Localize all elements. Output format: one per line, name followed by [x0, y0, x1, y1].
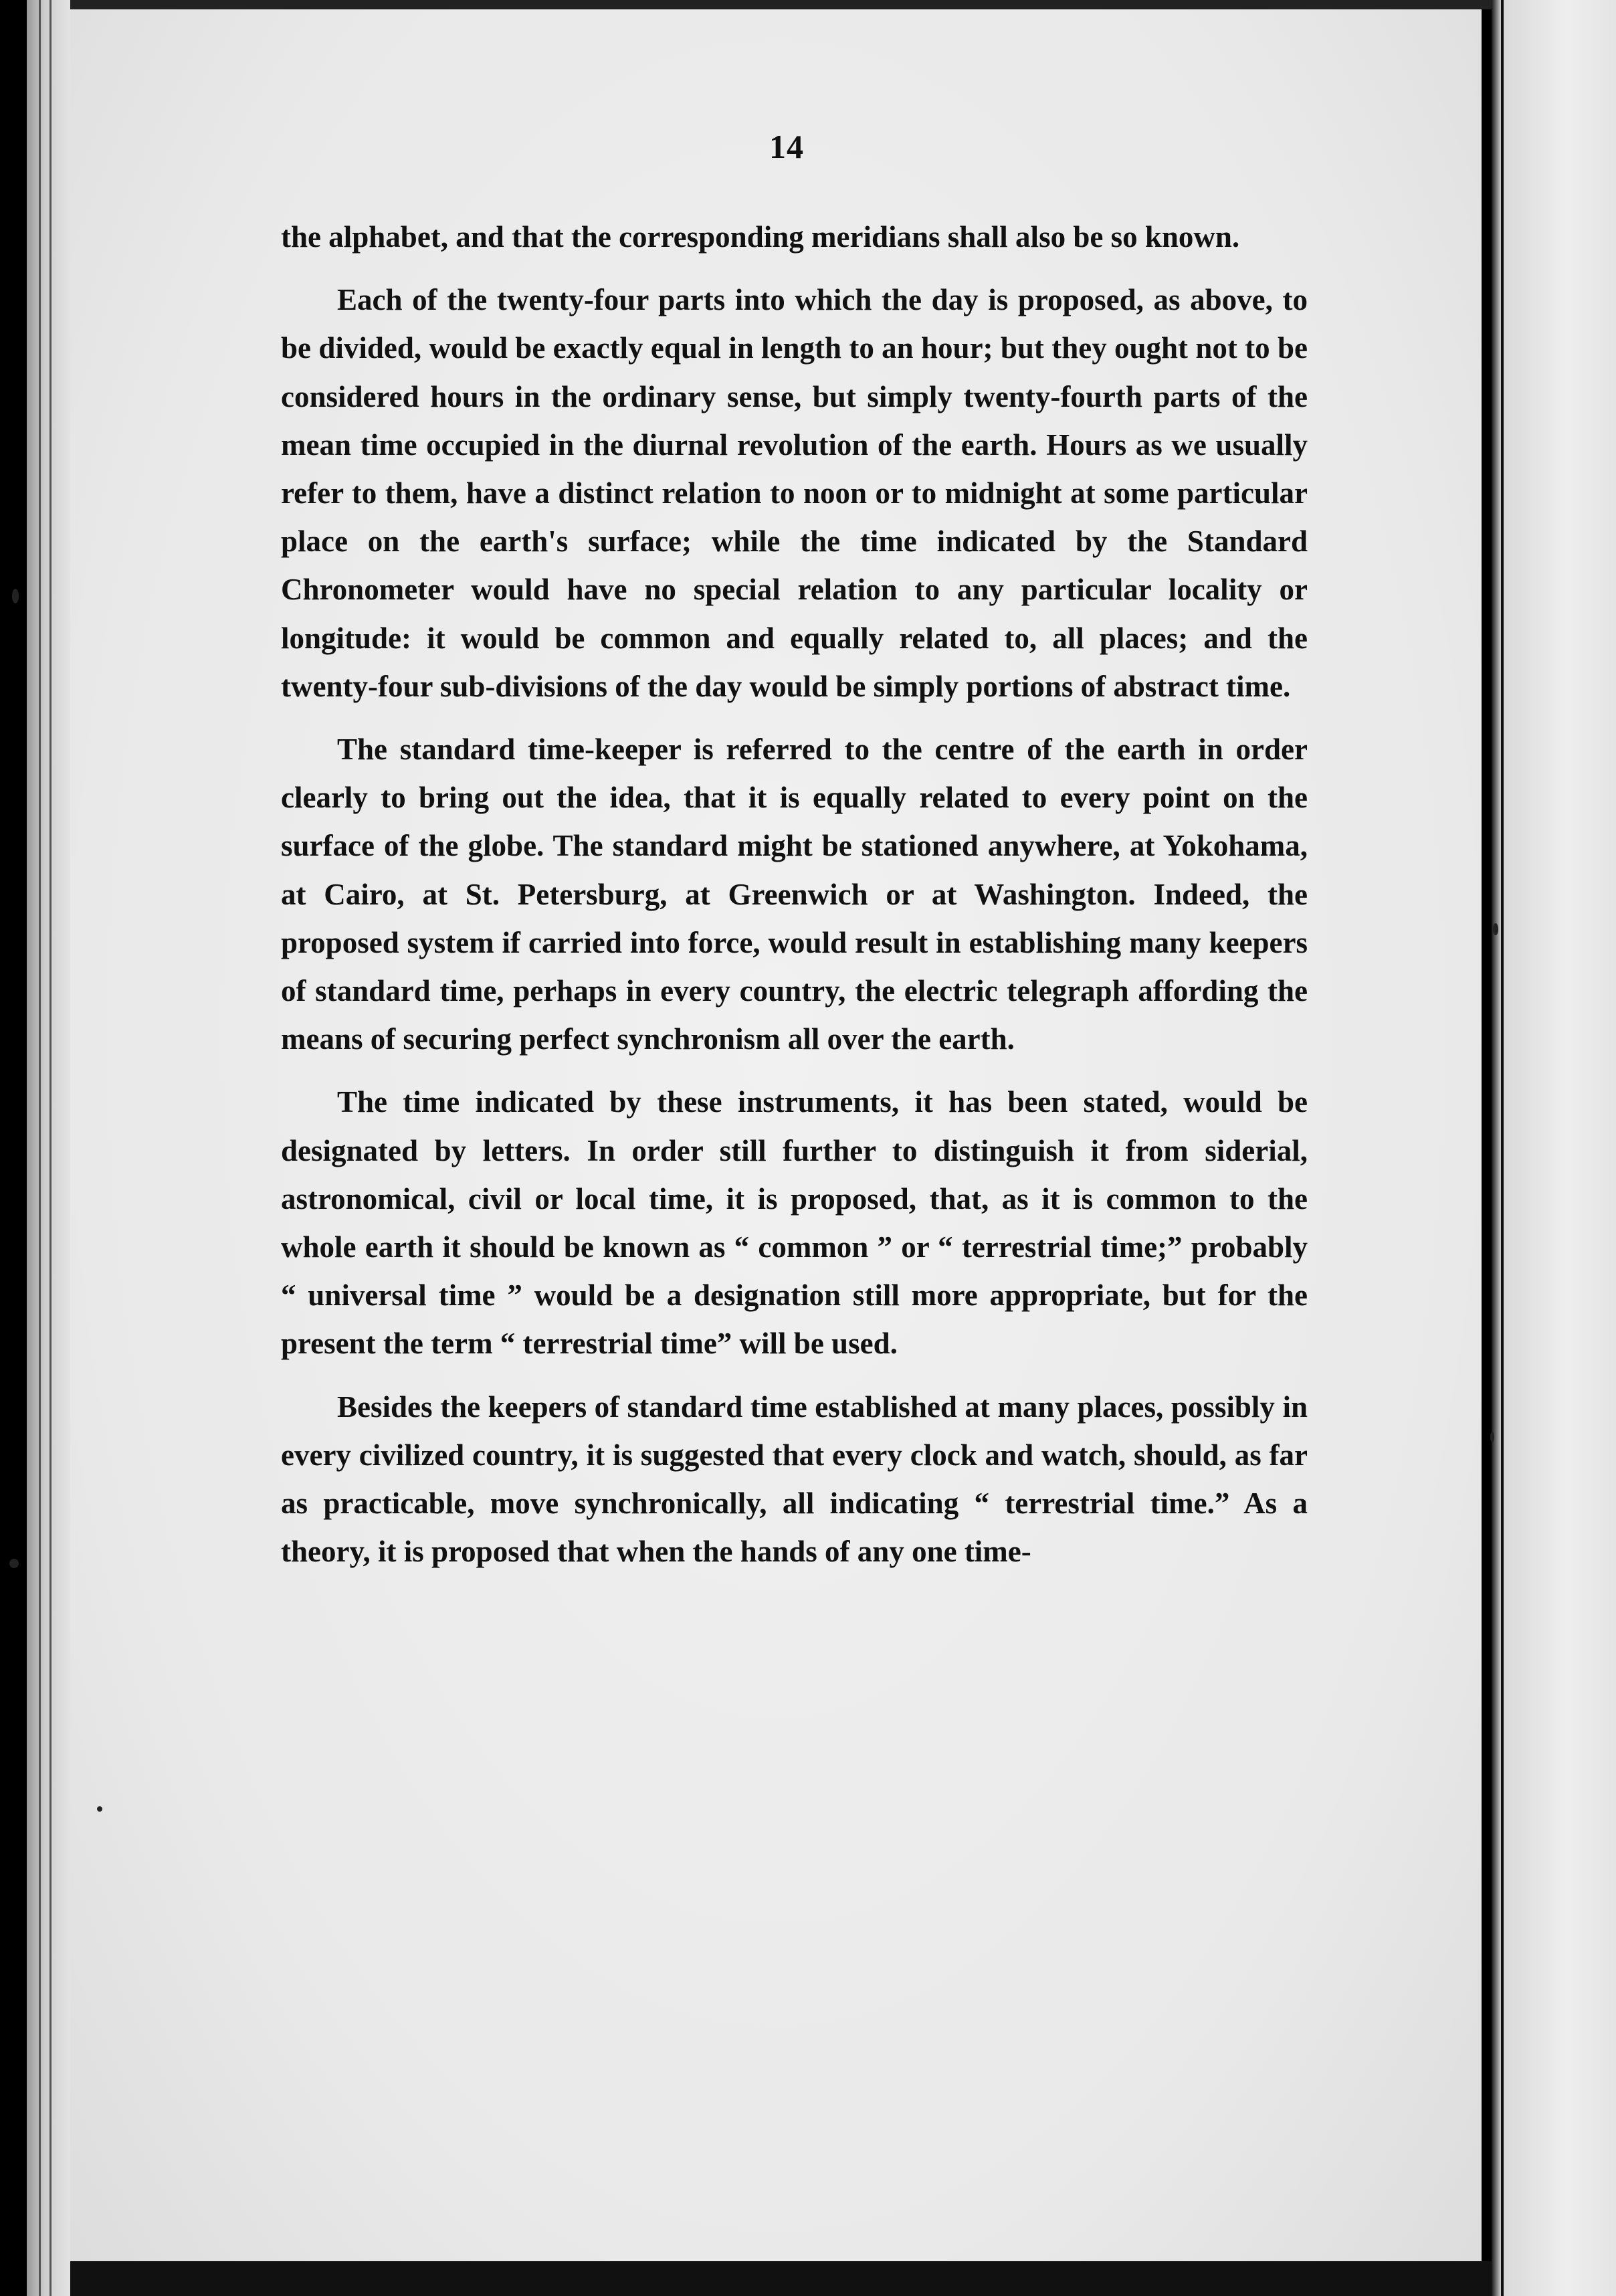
- margin-speck: [97, 1806, 102, 1812]
- facing-page-edge: [1492, 0, 1616, 2296]
- spine-line: [39, 0, 41, 2296]
- paragraph-2: Each of the twenty-four parts into which the day is proposed, as above, to be divided, would be exactly equal in length to an hour; but they ought not to be considered hours in the ordinary sense, but simply twenty-fourth parts of the mean time occupied in the diurnal revolution of the earth. Hours as we usually refer to them, have a distinct relation to noon or to midnight at some particular place on the earth's surface; while the time indicated by the Standard Chronometer would have no special relation to any particular locality or longitude: it would be common and equally related to, all places; and the twenty-four sub-divisions of the day would be simply portions of abstract time.: [281, 283, 1308, 703]
- paragraph-1: the alphabet, and that the corresponding meridians shall also be so known.: [281, 220, 1240, 254]
- margin-speck: [12, 589, 19, 603]
- margin-speck: [9, 1559, 19, 1568]
- margin-speck: [1493, 923, 1498, 935]
- top-shadow: [70, 0, 1492, 9]
- paragraph-5: Besides the keepers of standard time established at many places, possibly in every civilized country, it is suggested that every clock and watch, should, as far as practicable, move synchronically, all indicating “ terrestrial time.” As a theory, it is proposed that when the hands of any one time-: [281, 1390, 1308, 1569]
- bottom-shadow: [70, 2261, 1492, 2296]
- body-text: [281, 213, 1308, 1575]
- paragraph-3: The standard time-keeper is referred to the centre of the earth in order clearly to bring out the idea, that it is equally related to every point on the surface of the globe. The standard might be stationed anywhere, at Yokohama, at Cairo, at St. Petersburg, at Greenwich or at Washington. Indeed, the proposed system if carried into force, would result in establishing many keepers of standard time, perhaps in every country, the electric telegraph affording the means of securing perfect synchronism all over the earth.: [281, 733, 1308, 1056]
- book-spine-edge: [27, 0, 74, 2296]
- page-gutter-line: [1501, 0, 1504, 2296]
- spine-line: [49, 0, 52, 2296]
- paragraph-4: The time indicated by these instruments, it has been stated, would be designated by letters. In order still further to distinguish it from siderial, astronomical, civil or local time, it is proposed, that, as it is common to the whole earth it should be known as “ common ” or “ terrestrial time;” probably “ universal time ” would be a designation still more appropriate, but for the present the term “ terrestrial time” will be used.: [281, 1085, 1308, 1361]
- margin-speck: [1490, 1432, 1494, 1442]
- page-number: 14: [769, 128, 804, 165]
